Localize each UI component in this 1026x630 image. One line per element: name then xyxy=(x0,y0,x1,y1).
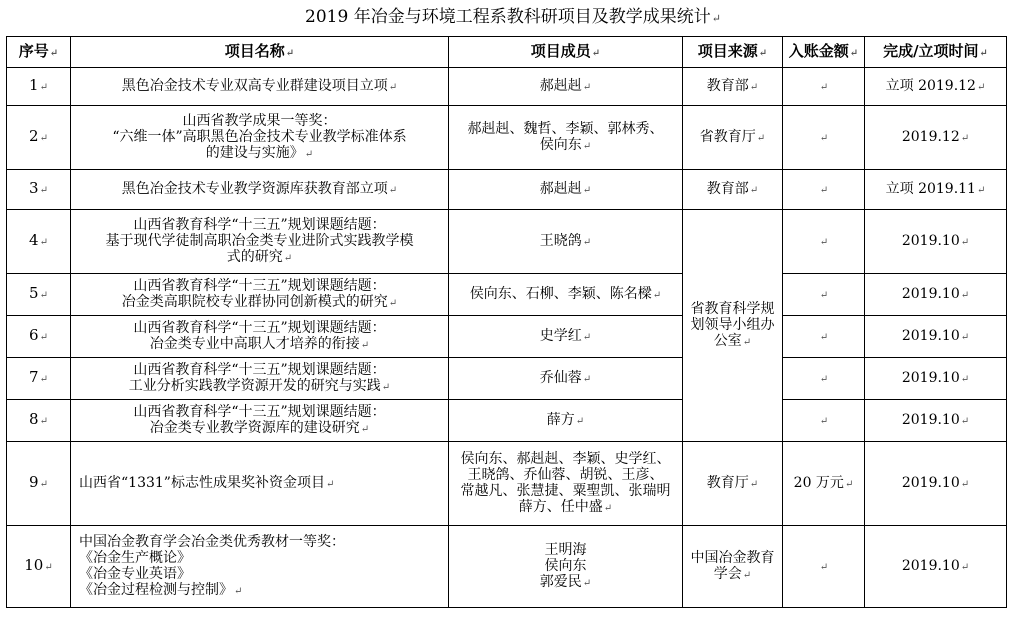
members-line: 常越凡、张慧捷、粟聖凯、张瑞明 xyxy=(460,482,671,499)
cell-amount xyxy=(783,210,865,274)
project-name-line: 山西省教育科学“十三五”规划课题结题： xyxy=(133,319,386,336)
cell-amount xyxy=(783,274,865,316)
paragraph-mark-icon: ↵ xyxy=(711,12,721,25)
paragraph-mark-icon: ↵ xyxy=(749,184,759,196)
cell-project-name xyxy=(71,442,449,526)
paragraph-mark-icon: ↵ xyxy=(39,237,48,248)
paragraph-mark-icon: ↵ xyxy=(39,133,48,144)
members-line: 侯向东、石柳、李颖、陈名樑↵ xyxy=(469,285,662,302)
cell-time: 2019.10↵ xyxy=(865,210,1007,274)
paragraph-mark-icon: ↵ xyxy=(819,184,829,196)
members-line: 侯向东 xyxy=(544,557,587,574)
members-line: 郝赳赳、魏哲、李颖、郭林秀、 xyxy=(467,120,664,137)
document-title xyxy=(0,4,1026,32)
cell-members xyxy=(449,274,683,316)
paragraph-mark-icon: ↵ xyxy=(381,381,391,393)
paragraph-mark-icon: ↵ xyxy=(39,479,48,490)
paragraph-mark-icon: ↵ xyxy=(819,561,829,573)
members-line: 乔仙蓉↵ xyxy=(539,369,592,386)
paragraph-mark-icon: ↵ xyxy=(819,289,829,301)
paragraph-mark-icon: ↵ xyxy=(819,236,829,248)
members-line: 史学红↵ xyxy=(539,327,592,344)
paragraph-mark-icon: ↵ xyxy=(304,148,314,160)
paragraph-mark-icon: ↵ xyxy=(388,297,398,309)
cell-members xyxy=(449,400,683,442)
paragraph-mark-icon: ↵ xyxy=(582,331,592,343)
cell-seq: 5↵ xyxy=(7,274,71,316)
paragraph-mark-icon: ↵ xyxy=(575,415,585,427)
source-line: 教育厅↵ xyxy=(706,474,759,491)
cell-members xyxy=(449,442,683,526)
project-name-line: 山西省教育科学“十三五”规划课题结题： xyxy=(133,403,386,420)
header-time: 完成/立项时间↵ xyxy=(865,37,1007,68)
cell-time: 2019.10↵ xyxy=(865,400,1007,442)
table-row xyxy=(7,274,1007,316)
cell-members xyxy=(449,210,683,274)
paragraph-mark-icon: ↵ xyxy=(749,478,759,490)
cell-amount xyxy=(783,68,865,106)
cell-seq: 10↵ xyxy=(7,526,71,608)
cell-project-name xyxy=(71,316,449,358)
members-line: 郝赳赳↵ xyxy=(539,77,592,94)
project-name-line: 的建设与实施》↵ xyxy=(205,144,314,161)
cell-seq: 4↵ xyxy=(7,210,71,274)
cell-members xyxy=(449,106,683,170)
paragraph-mark-icon: ↵ xyxy=(819,132,829,144)
cell-project-name xyxy=(71,106,449,170)
paragraph-mark-icon: ↵ xyxy=(819,81,829,93)
paragraph-mark-icon: ↵ xyxy=(582,577,592,589)
cell-source xyxy=(683,442,783,526)
members-line: 王明海 xyxy=(544,541,587,558)
paragraph-mark-icon: ↵ xyxy=(283,252,293,264)
cell-project-name xyxy=(71,170,449,210)
table-row xyxy=(7,400,1007,442)
cell-time: 立项 2019.12↵ xyxy=(865,68,1007,106)
table-header-row xyxy=(7,37,1007,68)
cell-amount xyxy=(783,106,865,170)
paragraph-mark-icon: ↵ xyxy=(756,132,766,144)
cell-time: 2019.10↵ xyxy=(865,274,1007,316)
paragraph-mark-icon: ↵ xyxy=(819,373,829,385)
source-line: 省教育厅↵ xyxy=(699,128,766,145)
paragraph-mark-icon: ↵ xyxy=(39,185,48,196)
cell-seq: 7↵ xyxy=(7,358,71,400)
table-row xyxy=(7,170,1007,210)
cell-members xyxy=(449,358,683,400)
cell-project-name xyxy=(71,400,449,442)
header-source: 项目来源↵ xyxy=(683,37,783,68)
paragraph-mark-icon: ↵ xyxy=(582,184,592,196)
project-name-line: 山西省教学成果一等奖： xyxy=(182,112,337,129)
source-line: 教育部↵ xyxy=(706,180,759,197)
cell-source xyxy=(683,170,783,210)
project-name-line: 《冶金过程检测与控制》↵ xyxy=(79,581,243,598)
paragraph-mark-icon: ↵ xyxy=(652,289,662,301)
source-line: 省教育科学规 xyxy=(690,300,775,317)
paragraph-mark-icon: ↵ xyxy=(325,478,335,490)
cell-time: 立项 2019.11↵ xyxy=(865,170,1007,210)
cell-amount xyxy=(783,316,865,358)
paragraph-mark-icon: ↵ xyxy=(39,82,48,93)
paragraph-mark-icon: ↵ xyxy=(742,336,752,348)
cell-amount: 20 万元↵ xyxy=(783,442,865,526)
cell-members xyxy=(449,316,683,358)
paragraph-mark-icon: ↵ xyxy=(844,478,854,490)
project-name-line: 冶金类专业中高职人才培养的衔接↵ xyxy=(149,335,370,352)
paragraph-mark-icon: ↵ xyxy=(39,332,48,343)
cell-source-merged xyxy=(683,210,783,442)
members-line: 郝赳赳↵ xyxy=(539,180,592,197)
source-line: 公室↵ xyxy=(713,332,752,349)
paragraph-mark-icon: ↵ xyxy=(388,81,398,93)
paragraph-mark-icon: ↵ xyxy=(976,81,986,93)
cell-seq: 6↵ xyxy=(7,316,71,358)
table-body xyxy=(7,68,1007,608)
header-members: 项目成员↵ xyxy=(449,37,683,68)
table-row xyxy=(7,526,1007,608)
cell-seq: 9↵ xyxy=(7,442,71,526)
paragraph-mark-icon: ↵ xyxy=(819,415,829,427)
achievement-table xyxy=(6,36,1007,608)
cell-source xyxy=(683,526,783,608)
cell-seq: 3↵ xyxy=(7,170,71,210)
project-name-line: 黑色冶金技术专业双高专业群建设项目立项↵ xyxy=(121,77,398,94)
cell-amount xyxy=(783,358,865,400)
cell-time: 2019.10↵ xyxy=(865,358,1007,400)
project-name-line: 山西省教育科学“十三五”规划课题结题： xyxy=(133,361,386,378)
cell-amount xyxy=(783,170,865,210)
cell-source xyxy=(683,68,783,106)
paragraph-mark-icon: ↵ xyxy=(960,331,970,343)
paragraph-mark-icon: ↵ xyxy=(360,423,370,435)
members-line: 侯向东↵ xyxy=(539,136,592,153)
project-name-line: 《冶金生产概论》 xyxy=(79,549,191,566)
paragraph-mark-icon: ↵ xyxy=(960,561,970,573)
cell-seq: 2↵ xyxy=(7,106,71,170)
project-name-line: 工业分析实践教学资源开发的研究与实践↵ xyxy=(128,377,391,394)
paragraph-mark-icon: ↵ xyxy=(742,569,752,581)
paragraph-mark-icon: ↵ xyxy=(582,140,592,152)
project-name-line: 黑色冶金技术专业教学资源库获教育部立项↵ xyxy=(121,180,398,197)
header-seq: 序号↵ xyxy=(7,37,71,68)
table-row xyxy=(7,106,1007,170)
paragraph-mark-icon: ↵ xyxy=(960,236,970,248)
members-line: 王晓鸽、乔仙蓉、胡锐、王彦、 xyxy=(467,466,664,483)
paragraph-mark-icon: ↵ xyxy=(388,184,398,196)
project-name-line: 基于现代学徒制高职冶金类专业进阶式实践教学模 xyxy=(105,232,414,249)
paragraph-mark-icon: ↵ xyxy=(960,289,970,301)
members-line: 薛方、任中盛↵ xyxy=(518,498,613,515)
paragraph-mark-icon: ↵ xyxy=(960,415,970,427)
source-line: 中国冶金教育 xyxy=(690,549,775,566)
paragraph-mark-icon: ↵ xyxy=(360,339,370,351)
cell-members xyxy=(449,526,683,608)
project-name-line: 山西省“1331”标志性成果奖补资金项目↵ xyxy=(79,474,335,491)
paragraph-mark-icon: ↵ xyxy=(960,373,970,385)
project-name-line: 冶金类高职院校专业群协同创新模式的研究↵ xyxy=(121,293,398,310)
paragraph-mark-icon: ↵ xyxy=(582,373,592,385)
project-name-line: 山西省教育科学“十三五”规划课题结题： xyxy=(133,277,386,294)
source-line: 划领导小组办 xyxy=(690,316,775,333)
cell-members xyxy=(449,68,683,106)
project-name-line: 冶金类专业教学资源库的建设研究↵ xyxy=(149,419,370,436)
project-name-line: 中国冶金教育学会冶金类优秀教材一等奖： xyxy=(79,533,345,550)
table-row xyxy=(7,358,1007,400)
cell-time: 2019.10↵ xyxy=(865,316,1007,358)
cell-amount xyxy=(783,526,865,608)
table-row xyxy=(7,210,1007,274)
project-name-line: 山西省教育科学“十三五”规划课题结题： xyxy=(133,216,386,233)
table-row xyxy=(7,68,1007,106)
paragraph-mark-icon: ↵ xyxy=(39,416,48,427)
cell-project-name xyxy=(71,274,449,316)
members-line: 薛方↵ xyxy=(546,411,585,428)
paragraph-mark-icon: ↵ xyxy=(39,374,48,385)
document-title-text: 2019 年冶金与环境工程系教科研项目及教学成果统计 xyxy=(305,7,711,27)
project-name-line: 式的研究↵ xyxy=(226,248,293,265)
header-amount: 入账金额↵ xyxy=(783,37,865,68)
project-name-line: “六维一体”高职黑色冶金技术专业教学标准体系 xyxy=(112,128,407,145)
paragraph-mark-icon: ↵ xyxy=(44,562,53,573)
cell-project-name xyxy=(71,68,449,106)
paragraph-mark-icon: ↵ xyxy=(234,585,243,597)
members-line: 侯向东、郝赳赳、李颖、史学红、 xyxy=(460,450,671,467)
members-line: 王晓鸽↵ xyxy=(539,232,592,249)
source-line: 学会↵ xyxy=(713,565,752,582)
header-project-name: 项目名称↵ xyxy=(71,37,449,68)
cell-project-name xyxy=(71,358,449,400)
cell-amount xyxy=(783,400,865,442)
table-row xyxy=(7,316,1007,358)
cell-seq: 1↵ xyxy=(7,68,71,106)
paragraph-mark-icon: ↵ xyxy=(819,331,829,343)
cell-time: 2019.10↵ xyxy=(865,442,1007,526)
cell-project-name xyxy=(71,526,449,608)
cell-members xyxy=(449,170,683,210)
members-line: 郭爱民↵ xyxy=(539,573,592,590)
paragraph-mark-icon: ↵ xyxy=(39,290,48,301)
cell-time: 2019.12↵ xyxy=(865,106,1007,170)
paragraph-mark-icon: ↵ xyxy=(582,236,592,248)
cell-source xyxy=(683,106,783,170)
cell-project-name xyxy=(71,210,449,274)
paragraph-mark-icon: ↵ xyxy=(976,184,986,196)
source-line: 教育部↵ xyxy=(706,77,759,94)
cell-seq: 8↵ xyxy=(7,400,71,442)
table-row xyxy=(7,442,1007,526)
project-name-line: 《冶金专业英语》 xyxy=(79,565,191,582)
paragraph-mark-icon: ↵ xyxy=(960,132,970,144)
paragraph-mark-icon: ↵ xyxy=(603,502,613,514)
cell-time: 2019.10↵ xyxy=(865,526,1007,608)
paragraph-mark-icon: ↵ xyxy=(749,81,759,93)
paragraph-mark-icon: ↵ xyxy=(960,478,970,490)
paragraph-mark-icon: ↵ xyxy=(582,81,592,93)
